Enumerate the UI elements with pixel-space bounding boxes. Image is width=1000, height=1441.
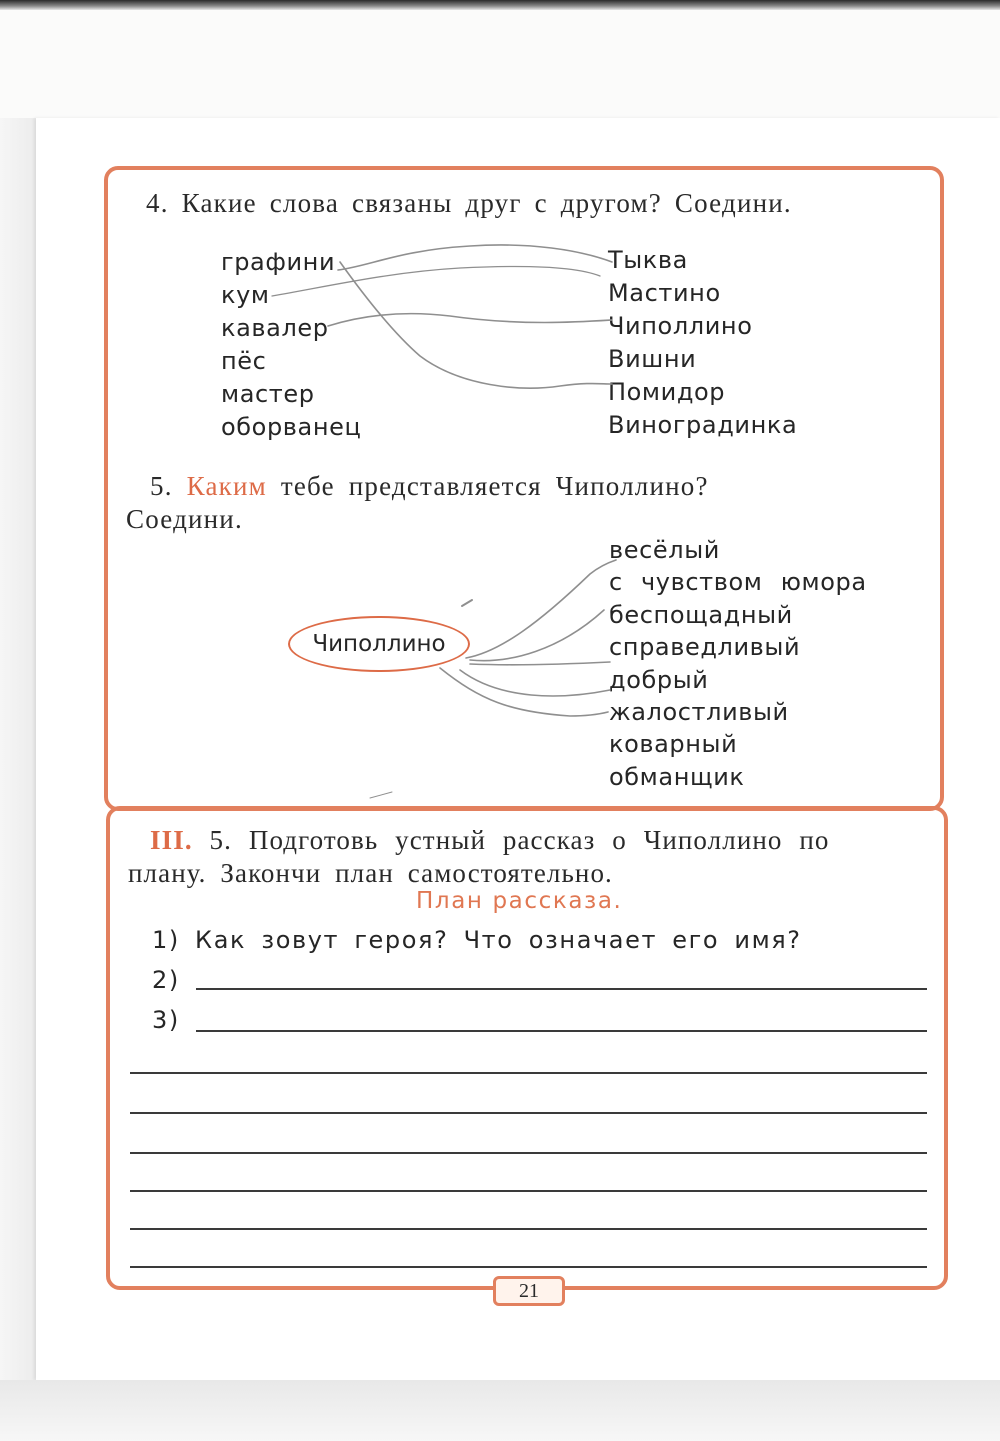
answer-line-2[interactable] xyxy=(196,988,927,990)
cipollino-oval-label: Чиполлино xyxy=(312,631,446,657)
right-word-6: Виноградинка xyxy=(608,411,798,439)
right-word-5: Помидор xyxy=(608,378,726,406)
trait-4: справедливый xyxy=(609,633,801,662)
trait-7: коварный xyxy=(609,730,738,759)
task-5-title-line-1 xyxy=(150,470,846,503)
writing-line-5[interactable] xyxy=(130,1228,927,1230)
page-left-margin xyxy=(0,118,36,1380)
task-5-title-line-2: Соедини. xyxy=(126,504,243,534)
scanner-edge xyxy=(0,0,1000,10)
writing-line-1[interactable] xyxy=(130,1072,927,1074)
left-word-3: кавалер xyxy=(221,314,329,342)
task-5-highlight-word: Каким xyxy=(186,471,267,501)
trait-1: весёлый xyxy=(609,536,720,564)
writing-line-3[interactable] xyxy=(130,1152,927,1154)
writing-line-6[interactable] xyxy=(130,1266,927,1268)
task-5-traits xyxy=(609,534,867,793)
task-5-title-rest: тебе представляется Чиполлино? xyxy=(280,471,709,501)
task-5-title xyxy=(126,470,846,536)
writing-line-2[interactable] xyxy=(130,1112,927,1114)
left-word-2: кум xyxy=(221,281,270,309)
trait-8: обманщик xyxy=(609,762,745,791)
left-word-4: пёс xyxy=(221,347,267,375)
section-3-roman-numeral: III. xyxy=(150,825,193,855)
page-number-badge xyxy=(493,1276,565,1306)
right-word-1: Тыква xyxy=(608,246,688,274)
right-word-4: Вишни xyxy=(608,345,697,373)
answer-line-3[interactable] xyxy=(196,1030,927,1032)
section-3-title xyxy=(128,824,928,890)
plan-item-2: 2) xyxy=(152,966,180,994)
task-4-left-words xyxy=(221,246,361,444)
writing-line-4[interactable] xyxy=(130,1190,927,1192)
plan-item-1: 1) Как зовут героя? Что означает его имя? xyxy=(152,926,802,954)
trait-3: беспощадный xyxy=(609,600,793,629)
plan-item-3: 3) xyxy=(152,1006,180,1034)
task-5-number: 5. xyxy=(150,471,173,501)
right-word-2: Мастино xyxy=(608,279,721,307)
scan-bottom-edge xyxy=(0,1380,1000,1441)
task-4-right-words xyxy=(608,244,797,442)
left-word-1: графини xyxy=(221,248,336,276)
left-word-5: мастер xyxy=(221,380,315,408)
page-number: 21 xyxy=(519,1279,539,1302)
cipollino-oval xyxy=(288,616,470,672)
section-3-line-1-text: 5. Подготовь устный рассказ о Чиполлино по xyxy=(209,825,830,855)
trait-5: добрый xyxy=(609,665,709,694)
plan-heading: План рассказа. xyxy=(416,888,623,914)
section-3-line-1 xyxy=(150,824,928,857)
trait-6: жалостливый xyxy=(609,697,789,726)
section-3-line-2: плану. Закончи план самостоятельно. xyxy=(128,858,613,888)
left-word-6: оборванец xyxy=(221,413,362,441)
task-4-title: 4. Какие слова связаны друг с другом? Соедини. xyxy=(146,188,792,218)
trait-2: с чувством юмора xyxy=(609,568,867,597)
right-word-3: Чиполлино xyxy=(608,312,753,340)
